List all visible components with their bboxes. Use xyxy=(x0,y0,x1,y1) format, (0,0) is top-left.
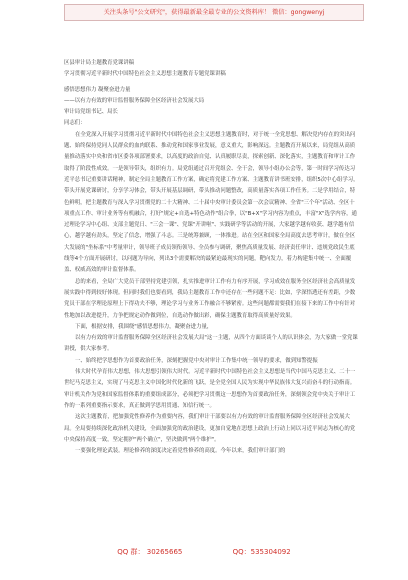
body-paragraph: 一要强化理论武装。理论修养的深度决定着党性修养的高度。今年以来，我们审计部门的 xyxy=(75,448,286,455)
speech-title: 感悟思想伟力 凝聚奋进力量 xyxy=(64,86,131,93)
speaker-line: 审计局党组书记、局长 xyxy=(64,109,118,116)
body-paragraph: 下面，根据安排，我围绕"感悟思想伟力，凝聚奋进力量， xyxy=(75,323,213,330)
body-paragraph: 以有力有效的审计监督服务保障全区经济社会发展大局"这一主题，从四个方面谈谈个人的认识体会，为大家做一堂党课讲授，供大家参考。 xyxy=(64,335,358,353)
promo-banner: 关注头条号"公文研究"，获得最新最全最专业的公文资料库！ 微信：gongwenyj xyxy=(64,4,364,21)
salutation: 同志们： xyxy=(64,120,86,127)
body-paragraph: 伟大时代孕育伟大思想，伟大思想引领伟大时代。习近平新时代中国特色社会主义思想是当代中国马克思主义、二十一世纪马克思主义，实现了马克思主义中国化时代化新的飞跃，是全党全国人民为实现中华民族伟大复兴而奋斗的行动指南。审计机关作为党和国家监督体系的重要组成部分，必须把学习贯彻这一思想作为首要政治任务，深刻领会党中央关于审计工作的一系列重要指示要求，真正做到学思用贯通、知信行统一。 xyxy=(64,369,356,409)
qq-group-label: QQ 群： 30265665 xyxy=(117,548,183,556)
speech-subtitle: ——以有力有效的审计监督服务保障全区经济社会发展大局 xyxy=(64,97,205,104)
body-paragraph: 在全党深入开展学习贯彻习近平新时代中国特色社会主义思想主题教育时，对于统一全党思想、解决党内存在的突出问题、始终保持党同人民群众的血肉联系、推动党和国家事业发展，意义重大，影响深远。主题教育开展以来，局党组从高质量推动落实中央和省市区委各项部署要求，以高度的政治自觉、认真履职尽责，探索创新、深化落实，主题教育和审计工作取得了阶段性成效。一是领导带头，组织有力。局党组通过召开党组会、全干会，领导小组办公会等，第一时间学习传达习近平总书记重要讲话精神，制定全局主题教育工作方案，确定将党建工作方案、主题教育讲书班安排，组织5次中心组学习，带头开展党课研讨，分享学习体会，带头开展基层调研，带头推动问题整改，高质量落实各项工作任务。二是学用结合，特色鲜明，把主题教育与深入学习贯彻党的二十大精神、二十届中央审计委员会第一次会议精神、全省"三个年"活动、全区十项重点工作、审计业务等有机融合，打好"规定+自选+特色动作"组合拳，以"B+X"学习内容为重点，丰富"X"选学内容，通过理论学习中心组、支部主题党日、"三会一课"、党课"开讲啦"、实践研学等活动的开展，大家越学越有收获、越学越有信心，越学越有劲头，坚定了信念，增强了斗志。三是统筹兼顾，一体推进。站在全区和国家全局高度去思考审计，做在全区大发展的"坐标系"中考量审计，领导班子成员领衔领导、全员参与调研，聚焦高质量发展、经济责任审计、违规党政民生底线等4个方面开展研讨，以问题为导向，列出3个需要解决的最紧迫最现实的问题，靶向发力，着力构建集中统一、全面覆盖、权威高效的审计监督体系。 xyxy=(64,131,359,274)
header-line-2: 学习贯彻习近平新时代中国特色社会主义思想主题教育专题党课讲稿 xyxy=(64,71,226,78)
document-page xyxy=(64,58,360,457)
qq-contact-label: QQ：535304092 xyxy=(232,548,291,556)
section-heading: 一、始终把学思想作为首要政治任务，深刻把握党中央对审计工作集中统一领导的要求，做到知警提振 xyxy=(75,357,318,364)
body-paragraph: 总的来看，全局广大党员干部坚持党建引领，扎实推进审计工作有力有序开展，学习成效在服务全区经济社会高质量发展实践中得到较好体现。但同时我们也要看到，我局主题教育工作中还存在一些问题不足：比如，学深悟透还有差距，少数党员干部在学理论原理上下得功夫不够，理论学习与业务工作融合不够紧密。这些问题都需要我们在接下来的工作中有针对性地加以改进提升，力争把规定动作做到位，自选动作做出彩，确保主题教育取得高质量好效果。 xyxy=(64,278,356,319)
header-line-1: 区县审计局主题教育党课讲稿 xyxy=(64,60,135,66)
body-paragraph: 这次主题教育，把加强党性修养作为重要内容，我们审计干部要以有力有效的审计监督服务保障全区经济社会发展大局。全局要持续深化政治机关建设，全面加强党的政治建设，更加自觉地在思想上政治上行动上同以习近平同志为核心的党中央保持高度一致，坚定拥护"两个确立"，坚决做到"两个维护"。 xyxy=(64,414,356,443)
contact-footer xyxy=(0,545,408,559)
